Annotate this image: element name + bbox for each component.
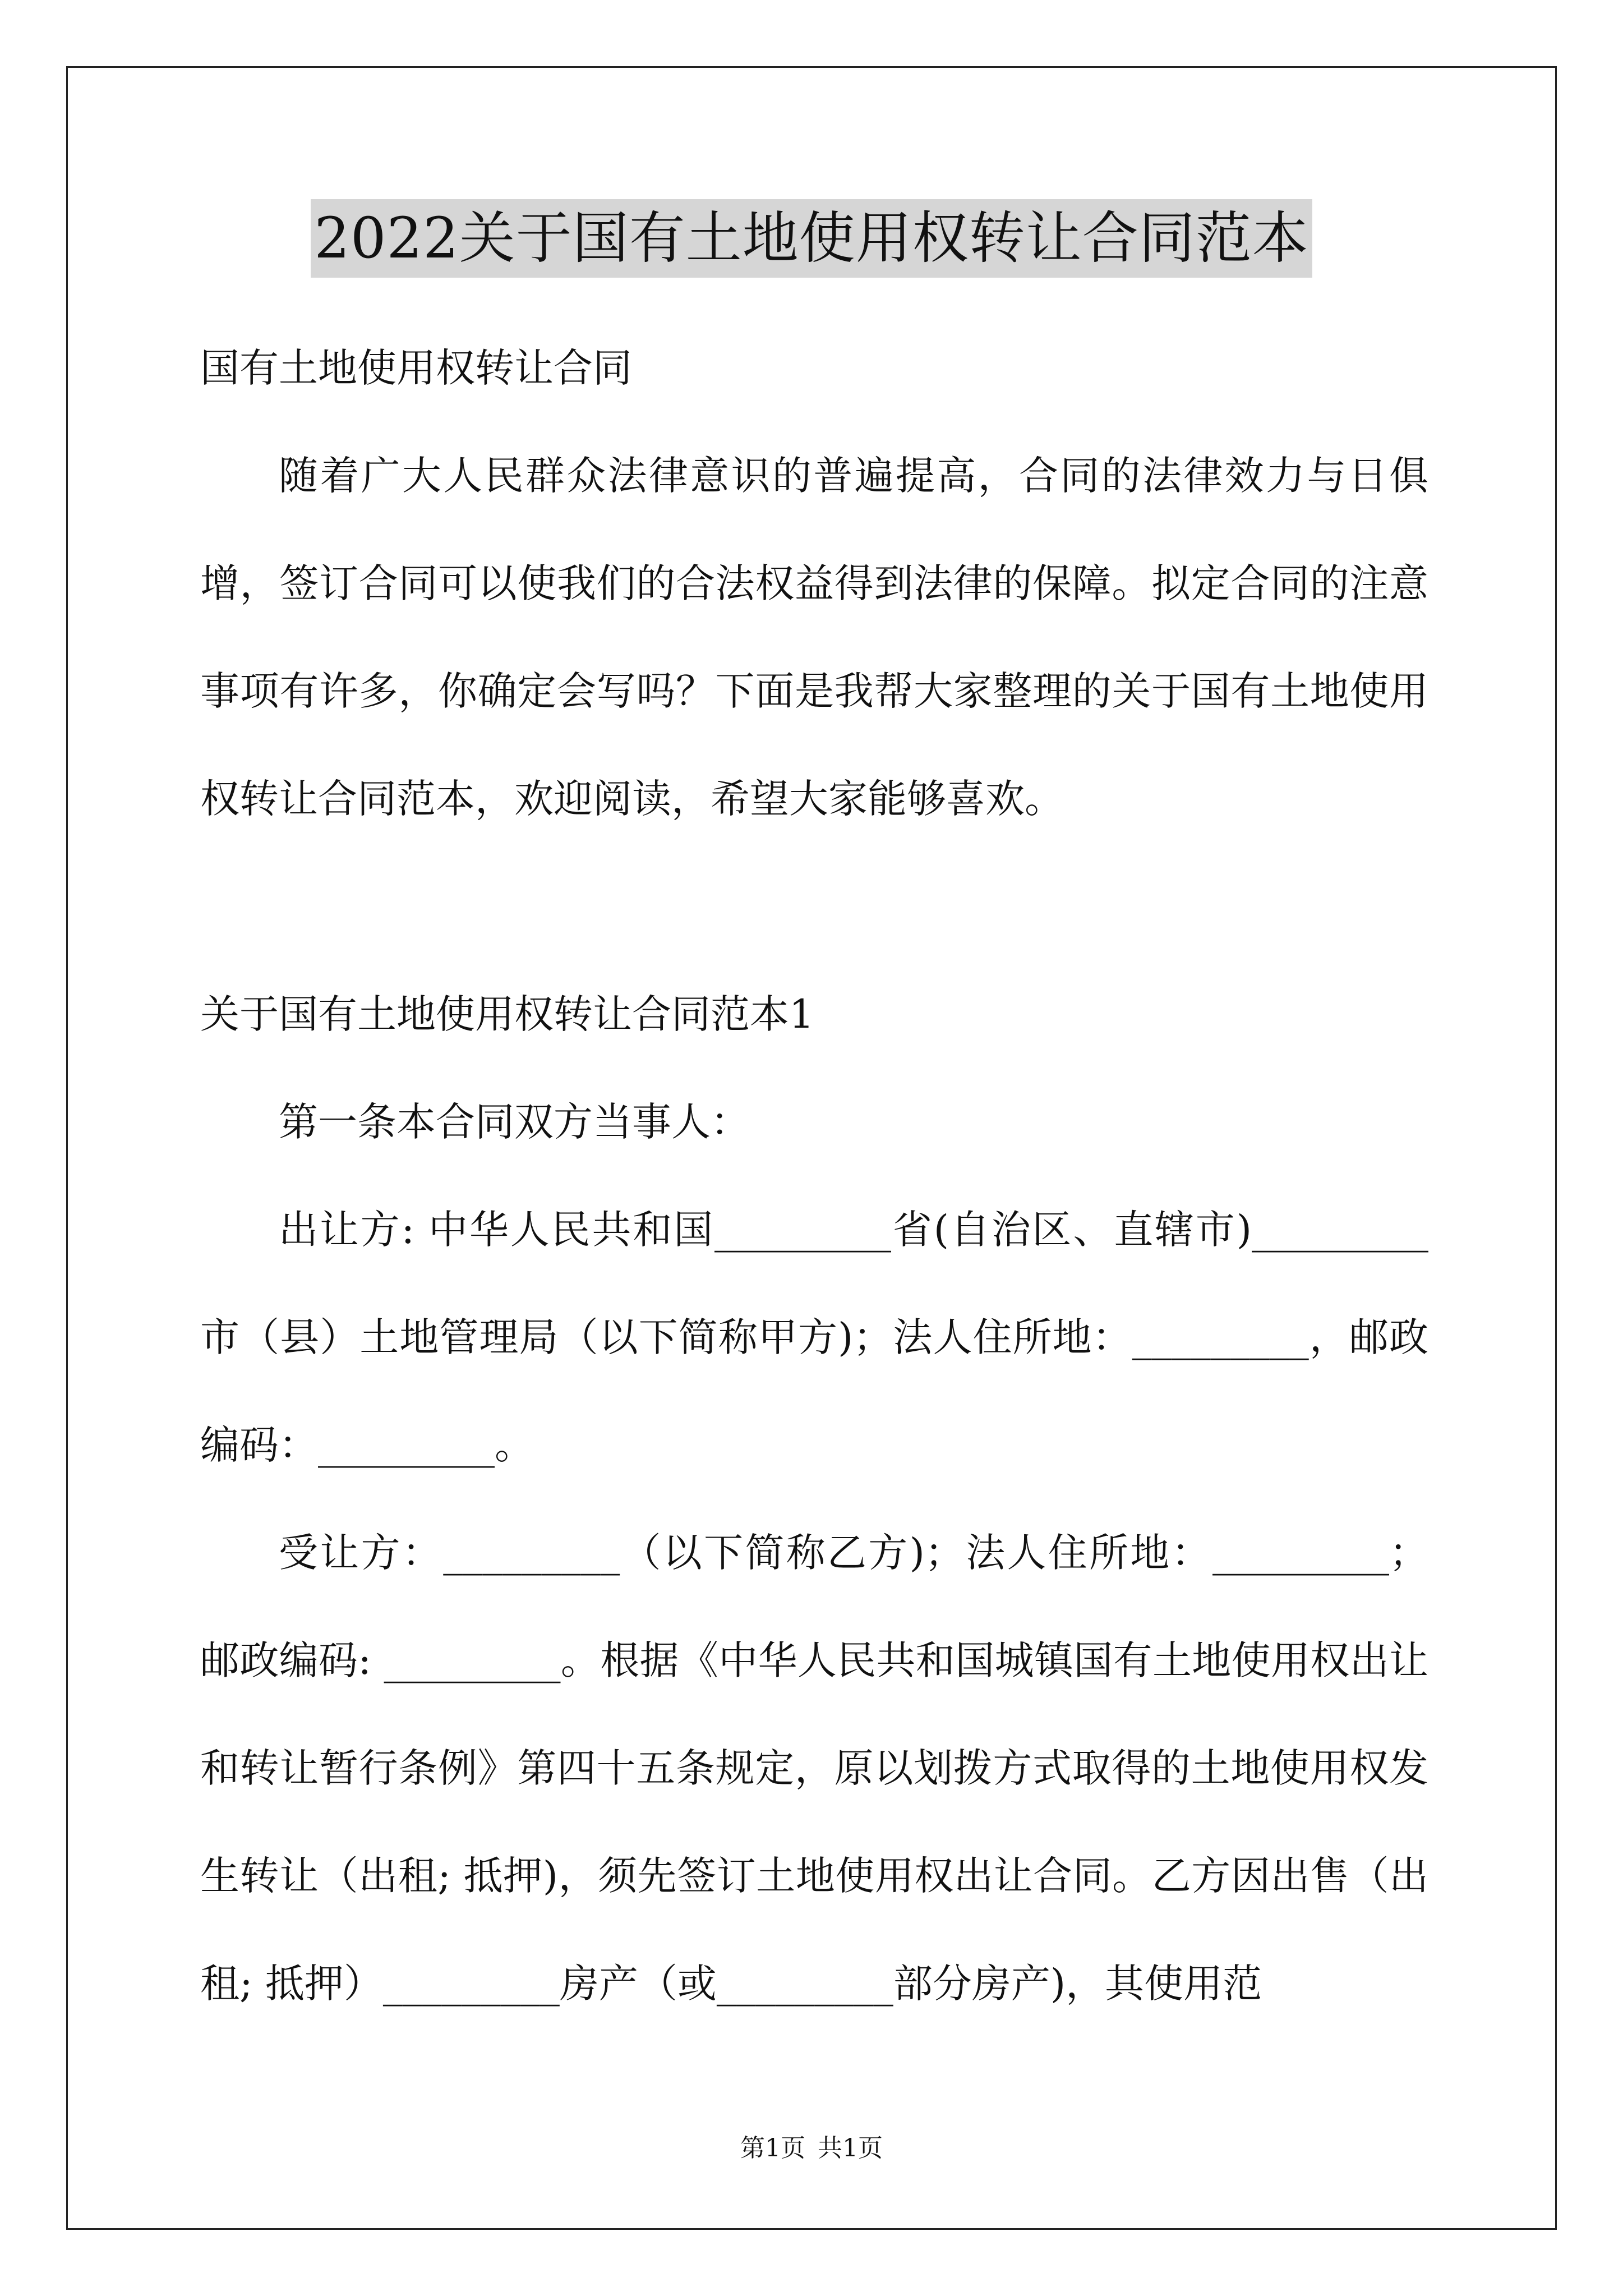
title-container (0, 199, 1623, 278)
transferor-paragraph: 出让方: 中华人民共和国_________省(自治区、直辖市)_________市（县）土地管理局（以下简称甲方)；法人住所地：_________，邮政编码：_________。 (200, 1207, 1428, 1468)
section-heading: 关于国有土地使用权转让合同范本1 (200, 991, 814, 1037)
intro-paragraph: 随着广大人民群众法律意识的普遍提高，合同的法律效力与日俱增，签订合同可以使我们的合法权益得到法律的保障。拟定合同的注意事项有许多，你确定会写吗？下面是我帮大家整理的关于国有土地使用权转让合同范本，欢迎阅读，希望大家能够喜欢。 (200, 453, 1428, 822)
page-footer (0, 2132, 1623, 2165)
page-total: 共1页 (818, 2134, 883, 2162)
document-body (200, 314, 1428, 2037)
contract-heading: 国有土地使用权转让合同 (200, 345, 632, 391)
page-number: 第1页 (740, 2134, 805, 2162)
article-one: 第一条本合同双方当事人： (279, 1099, 750, 1145)
document-title: 2022关于国有土地使用权转让合同范本 (311, 199, 1312, 278)
transferee-paragraph: 受让方：_________（以下简称乙方)；法人住所地：_________；邮政编码: _________。根据《中华人民共和国城镇国有土地使用权出让和转让暂行条例》第四十五条规定，原以划拨方式取得的土地使用权发生转让（出租; 抵押)，须先签订土地使用权出让合同。乙方因出售（出租; 抵押）_________房产（或_________部分房产)，其使用范 (200, 1530, 1428, 2007)
